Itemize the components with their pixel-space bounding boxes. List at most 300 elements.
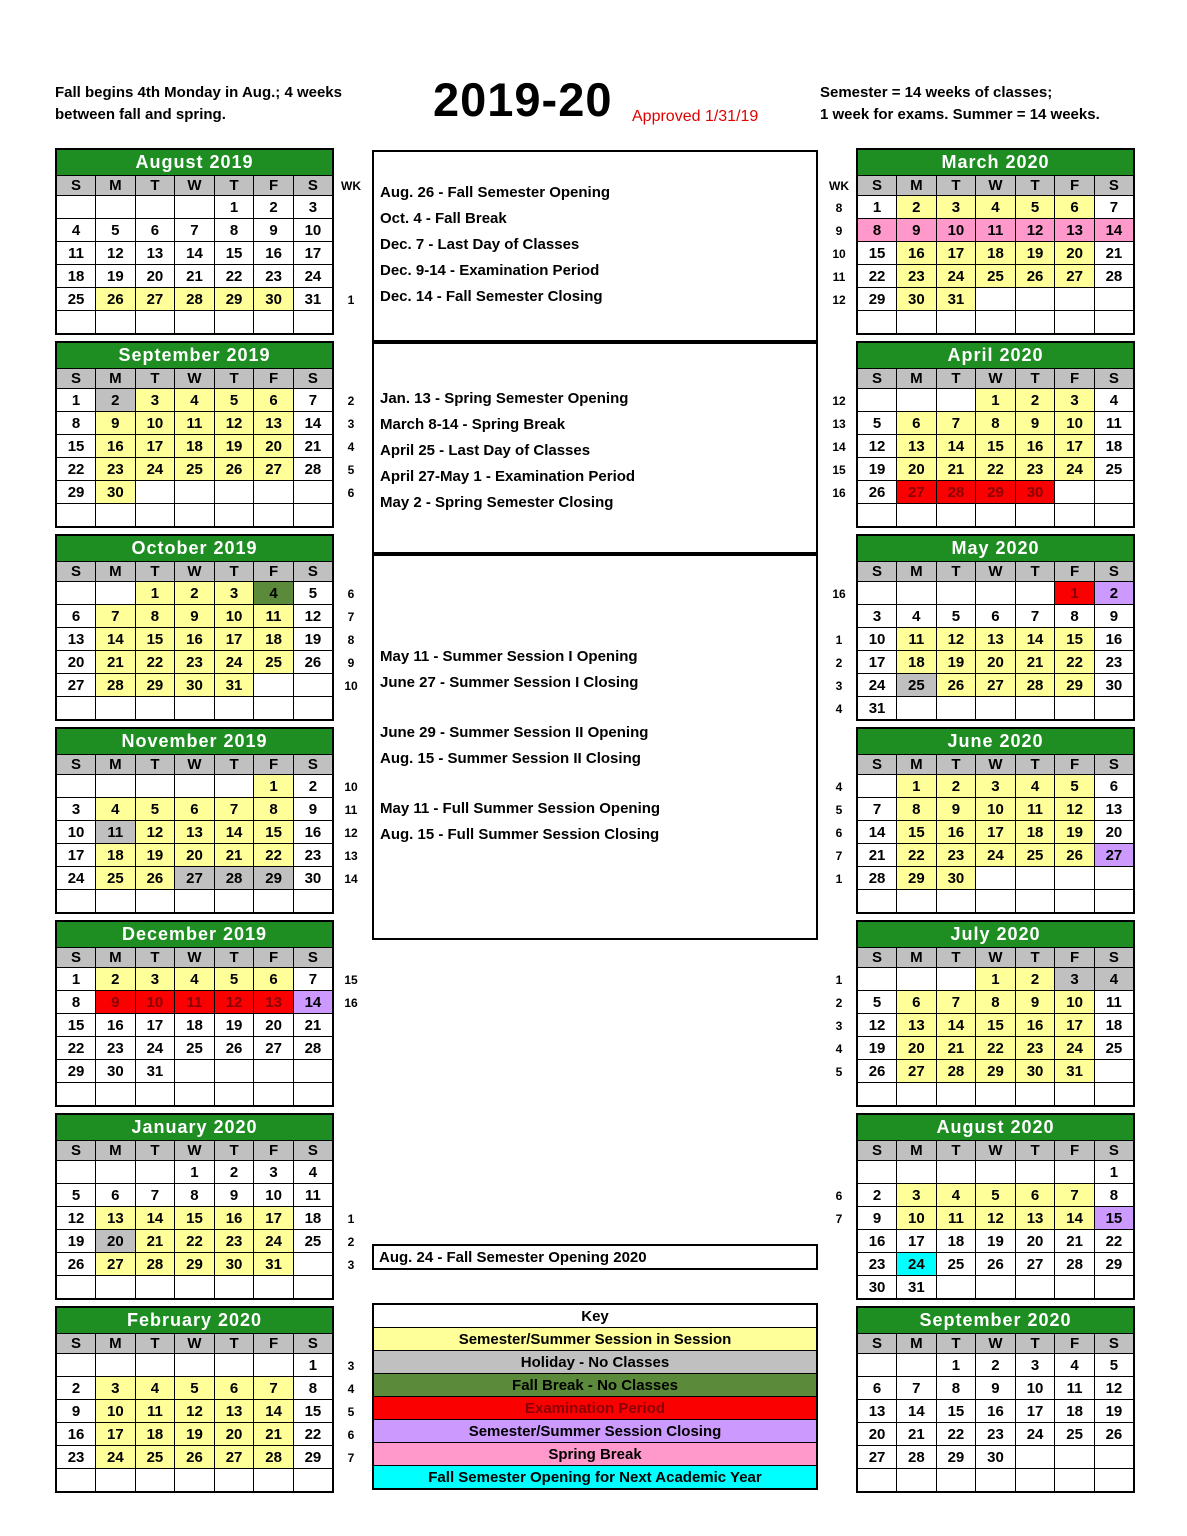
day-cell: 11 xyxy=(936,1207,976,1230)
day-cell: 30 xyxy=(214,1253,254,1276)
day-cell: 26 xyxy=(1094,1423,1134,1446)
day-cell: 27 xyxy=(254,458,294,481)
day-cell: 23 xyxy=(214,1230,254,1253)
day-cell: 2 xyxy=(1015,389,1055,412)
day-cell: 8 xyxy=(936,1377,976,1400)
day-cell: 21 xyxy=(96,651,136,674)
day-cell: 11 xyxy=(976,219,1016,242)
day-cell: 31 xyxy=(254,1253,294,1276)
day-cell xyxy=(96,1354,136,1377)
day-cell: 10 xyxy=(1015,1377,1055,1400)
day-cell: 6 xyxy=(857,1377,897,1400)
day-cell xyxy=(254,1276,294,1300)
day-of-week-header: F xyxy=(1055,1334,1095,1354)
week-number: 1 xyxy=(835,972,843,987)
wk-header-empty xyxy=(334,369,368,389)
day-cell: 10 xyxy=(96,1400,136,1423)
day-cell xyxy=(96,582,136,605)
key-item-next-year-opening-cyan: Fall Semester Opening for Next Academic Year xyxy=(374,1465,816,1488)
semester-date-note: May 2 - Spring Semester Closing xyxy=(380,494,614,511)
day-cell: 9 xyxy=(96,991,136,1014)
day-cell: 31 xyxy=(936,288,976,311)
day-cell: 27 xyxy=(897,1060,937,1083)
day-cell: 4 xyxy=(96,798,136,821)
calendar-table-september-2020 xyxy=(856,1306,1135,1493)
day-cell: 13 xyxy=(175,821,215,844)
day-cell xyxy=(1015,697,1055,721)
day-cell: 22 xyxy=(936,1423,976,1446)
day-of-week-header: M xyxy=(96,948,136,968)
day-cell: 1 xyxy=(1055,582,1095,605)
day-cell: 1 xyxy=(175,1161,215,1184)
day-cell: 24 xyxy=(1015,1423,1055,1446)
day-cell xyxy=(897,697,937,721)
week-number: 9 xyxy=(347,655,355,670)
day-cell xyxy=(1094,504,1134,528)
day-cell: 24 xyxy=(857,674,897,697)
day-of-week-header: W xyxy=(976,176,1016,196)
day-cell: 20 xyxy=(897,458,937,481)
week-number-column xyxy=(334,148,368,335)
day-cell xyxy=(1015,582,1055,605)
week-number-column xyxy=(822,1113,856,1300)
key-item-spring-break-pink: Spring Break xyxy=(374,1442,816,1465)
semester-date-note: April 25 - Last Day of Classes xyxy=(380,442,591,459)
day-of-week-header: M xyxy=(96,562,136,582)
fall-2020-opening-note: Aug. 24 - Fall Semester Opening 2020 xyxy=(379,1248,647,1266)
day-cell xyxy=(214,481,254,504)
day-cell: 13 xyxy=(135,242,175,265)
semester-date-note: Aug. 15 - Full Summer Session Closing xyxy=(380,826,660,843)
day-cell: 10 xyxy=(1055,991,1095,1014)
day-cell: 24 xyxy=(976,844,1016,867)
day-cell xyxy=(976,1161,1016,1184)
week-number: 4 xyxy=(347,439,355,454)
month-title: August 2019 xyxy=(56,149,333,176)
week-number xyxy=(334,1276,368,1299)
day-cell: 13 xyxy=(857,1400,897,1423)
header-note-left xyxy=(55,82,342,126)
week-number xyxy=(334,242,368,265)
day-cell: 1 xyxy=(56,389,96,412)
day-cell xyxy=(214,311,254,335)
day-cell: 28 xyxy=(293,1037,333,1060)
day-cell: 2 xyxy=(897,196,937,219)
day-of-week-header: S xyxy=(1094,1334,1134,1354)
day-cell: 20 xyxy=(214,1423,254,1446)
day-cell: 19 xyxy=(1015,242,1055,265)
semester-date-note: Jan. 13 - Spring Semester Opening xyxy=(380,390,629,407)
day-of-week-header: S xyxy=(56,369,96,389)
day-cell xyxy=(214,1276,254,1300)
summer-dates-box xyxy=(372,554,818,940)
day-cell: 9 xyxy=(1015,412,1055,435)
day-of-week-header: T xyxy=(135,369,175,389)
day-cell: 19 xyxy=(857,1037,897,1060)
day-cell: 11 xyxy=(1094,991,1134,1014)
day-cell xyxy=(135,697,175,721)
day-cell xyxy=(293,504,333,528)
day-cell xyxy=(936,582,976,605)
day-cell: 15 xyxy=(1055,628,1095,651)
day-cell: 15 xyxy=(175,1207,215,1230)
day-cell xyxy=(936,1161,976,1184)
day-cell: 29 xyxy=(936,1446,976,1469)
day-cell xyxy=(293,1469,333,1493)
day-of-week-header: S xyxy=(1094,1141,1134,1161)
day-cell: 13 xyxy=(897,435,937,458)
week-number xyxy=(822,1377,856,1400)
month-title: March 2020 xyxy=(857,149,1134,176)
semester-date-note: May 11 - Full Summer Session Opening xyxy=(380,800,661,817)
day-cell xyxy=(175,1276,215,1300)
day-cell: 11 xyxy=(1015,798,1055,821)
day-cell: 9 xyxy=(96,412,136,435)
week-number xyxy=(822,1469,856,1492)
day-cell xyxy=(1055,1083,1095,1107)
day-of-week-header: F xyxy=(1055,1141,1095,1161)
wk-label: WK xyxy=(829,179,849,193)
day-cell: 10 xyxy=(936,219,976,242)
day-cell: 12 xyxy=(1015,219,1055,242)
day-cell: 26 xyxy=(214,1037,254,1060)
day-cell: 27 xyxy=(1015,1253,1055,1276)
day-cell: 27 xyxy=(96,1253,136,1276)
day-cell xyxy=(254,311,294,335)
day-cell xyxy=(976,697,1016,721)
day-cell: 1 xyxy=(936,1354,976,1377)
day-cell: 7 xyxy=(1015,605,1055,628)
wk-header-empty xyxy=(822,948,856,968)
day-cell xyxy=(1094,697,1134,721)
calendar-table-july-2020 xyxy=(856,920,1135,1107)
week-number: 6 xyxy=(835,1188,843,1203)
day-cell xyxy=(175,481,215,504)
day-cell: 3 xyxy=(254,1161,294,1184)
day-cell: 1 xyxy=(254,775,294,798)
day-cell: 3 xyxy=(857,605,897,628)
week-number xyxy=(334,1037,368,1060)
day-cell: 14 xyxy=(96,628,136,651)
day-of-week-header: M xyxy=(96,1334,136,1354)
day-cell: 11 xyxy=(56,242,96,265)
day-cell: 21 xyxy=(214,844,254,867)
day-cell: 12 xyxy=(1094,1377,1134,1400)
day-cell: 24 xyxy=(56,867,96,890)
day-cell: 25 xyxy=(1015,844,1055,867)
fall-2020-opening-box xyxy=(372,1244,818,1270)
day-cell: 18 xyxy=(1055,1400,1095,1423)
day-cell: 10 xyxy=(214,605,254,628)
day-cell: 8 xyxy=(175,1184,215,1207)
day-cell: 6 xyxy=(1094,775,1134,798)
day-cell: 17 xyxy=(214,628,254,651)
day-of-week-header: M xyxy=(897,948,937,968)
day-cell: 25 xyxy=(976,265,1016,288)
day-of-week-header: T xyxy=(1015,176,1055,196)
day-cell xyxy=(96,1083,136,1107)
day-of-week-header: W xyxy=(976,1141,1016,1161)
day-cell: 7 xyxy=(175,219,215,242)
week-number: 1 xyxy=(835,632,843,647)
month-title: August 2020 xyxy=(857,1114,1134,1141)
day-cell xyxy=(1015,1161,1055,1184)
day-cell: 25 xyxy=(135,1446,175,1469)
week-number: 2 xyxy=(835,995,843,1010)
day-cell: 10 xyxy=(135,412,175,435)
day-cell xyxy=(135,504,175,528)
day-cell xyxy=(1015,890,1055,914)
day-cell: 10 xyxy=(254,1184,294,1207)
day-cell: 1 xyxy=(897,775,937,798)
day-of-week-header: S xyxy=(857,1334,897,1354)
day-cell: 1 xyxy=(1094,1161,1134,1184)
day-cell: 30 xyxy=(96,1060,136,1083)
day-cell: 6 xyxy=(1055,196,1095,219)
day-cell xyxy=(254,890,294,914)
day-cell: 26 xyxy=(936,674,976,697)
day-cell: 18 xyxy=(936,1230,976,1253)
day-cell: 5 xyxy=(56,1184,96,1207)
day-cell: 14 xyxy=(1094,219,1134,242)
day-cell: 25 xyxy=(1094,1037,1134,1060)
day-cell: 4 xyxy=(56,219,96,242)
day-cell: 23 xyxy=(96,1037,136,1060)
day-of-week-header: S xyxy=(857,176,897,196)
day-of-week-header: T xyxy=(214,1334,254,1354)
day-cell: 7 xyxy=(857,798,897,821)
day-cell xyxy=(1015,311,1055,335)
day-cell xyxy=(175,890,215,914)
wk-header-empty xyxy=(334,755,368,775)
day-cell: 22 xyxy=(976,1037,1016,1060)
day-cell: 5 xyxy=(293,582,333,605)
day-cell xyxy=(976,504,1016,528)
day-of-week-header: T xyxy=(936,948,976,968)
day-cell: 9 xyxy=(56,1400,96,1423)
day-cell: 23 xyxy=(254,265,294,288)
week-number: 12 xyxy=(832,393,846,408)
day-cell: 22 xyxy=(976,458,1016,481)
day-cell: 5 xyxy=(135,798,175,821)
day-cell xyxy=(976,1083,1016,1107)
day-cell: 21 xyxy=(936,1037,976,1060)
calendar-table-january-2020 xyxy=(55,1113,334,1300)
day-of-week-header: T xyxy=(135,1334,175,1354)
day-cell: 22 xyxy=(293,1423,333,1446)
day-of-week-header: M xyxy=(96,369,136,389)
day-cell: 5 xyxy=(1015,196,1055,219)
day-cell: 10 xyxy=(1055,412,1095,435)
week-number xyxy=(334,890,368,913)
key-item-closing-purple: Semester/Summer Session Closing xyxy=(374,1419,816,1442)
day-cell: 13 xyxy=(96,1207,136,1230)
week-number xyxy=(334,1184,368,1207)
wk-header-empty xyxy=(822,1334,856,1354)
day-cell xyxy=(175,504,215,528)
day-cell: 29 xyxy=(175,1253,215,1276)
day-cell: 30 xyxy=(976,1446,1016,1469)
day-cell: 7 xyxy=(936,991,976,1014)
day-of-week-header: F xyxy=(1055,369,1095,389)
day-cell xyxy=(135,1276,175,1300)
day-cell: 17 xyxy=(254,1207,294,1230)
day-cell: 29 xyxy=(56,481,96,504)
week-number: 1 xyxy=(347,1211,355,1226)
day-cell: 24 xyxy=(293,265,333,288)
day-of-week-header: T xyxy=(1015,562,1055,582)
day-cell: 12 xyxy=(214,991,254,1014)
day-cell: 31 xyxy=(135,1060,175,1083)
day-cell xyxy=(214,1060,254,1083)
day-cell: 20 xyxy=(1094,821,1134,844)
header-note-right-line1: Semester = 14 weeks of classes; xyxy=(820,84,1053,101)
day-cell: 30 xyxy=(293,867,333,890)
day-cell: 20 xyxy=(1015,1230,1055,1253)
day-cell: 16 xyxy=(293,821,333,844)
day-cell: 8 xyxy=(56,412,96,435)
day-cell: 23 xyxy=(936,844,976,867)
day-cell: 15 xyxy=(857,242,897,265)
day-cell xyxy=(936,504,976,528)
day-cell: 24 xyxy=(214,651,254,674)
day-cell: 6 xyxy=(135,219,175,242)
week-number: 6 xyxy=(347,1427,355,1442)
semester-date-note: June 29 - Summer Session II Opening xyxy=(380,724,649,741)
semester-date-note: April 27-May 1 - Examination Period xyxy=(380,468,636,485)
calendar-table-december-2019 xyxy=(55,920,334,1107)
key-title: Key xyxy=(581,1307,609,1325)
week-number: 8 xyxy=(347,632,355,647)
day-cell: 12 xyxy=(135,821,175,844)
day-cell: 20 xyxy=(254,1014,294,1037)
day-cell xyxy=(175,196,215,219)
day-cell: 5 xyxy=(976,1184,1016,1207)
week-number-column xyxy=(822,534,856,721)
day-cell: 26 xyxy=(857,481,897,504)
day-cell: 4 xyxy=(897,605,937,628)
month-january-2020 xyxy=(55,1113,368,1300)
day-cell xyxy=(96,890,136,914)
day-cell: 21 xyxy=(857,844,897,867)
day-cell: 14 xyxy=(936,435,976,458)
day-cell xyxy=(254,504,294,528)
week-number xyxy=(822,1446,856,1469)
day-cell xyxy=(857,311,897,335)
day-of-week-header: S xyxy=(293,755,333,775)
day-cell xyxy=(254,1469,294,1493)
day-cell: 6 xyxy=(175,798,215,821)
day-cell: 20 xyxy=(175,844,215,867)
day-cell xyxy=(1094,288,1134,311)
week-number: 4 xyxy=(835,779,843,794)
day-cell xyxy=(857,1469,897,1493)
day-of-week-header: T xyxy=(1015,1334,1055,1354)
day-cell: 14 xyxy=(293,991,333,1014)
day-cell: 8 xyxy=(293,1377,333,1400)
day-cell: 1 xyxy=(976,968,1016,991)
week-number-column xyxy=(822,727,856,914)
day-cell xyxy=(96,1161,136,1184)
day-cell: 5 xyxy=(96,219,136,242)
week-number xyxy=(822,1253,856,1276)
week-number-column xyxy=(822,1306,856,1493)
day-cell: 12 xyxy=(293,605,333,628)
day-cell: 9 xyxy=(293,798,333,821)
day-cell xyxy=(936,697,976,721)
day-cell: 21 xyxy=(293,435,333,458)
day-cell xyxy=(175,1354,215,1377)
semester-date-note: Dec. 14 - Fall Semester Closing xyxy=(380,288,603,305)
semester-date-note: Dec. 9-14 - Examination Period xyxy=(380,262,600,279)
day-cell: 31 xyxy=(1055,1060,1095,1083)
day-cell: 10 xyxy=(976,798,1016,821)
day-cell xyxy=(293,890,333,914)
day-cell: 18 xyxy=(897,651,937,674)
day-cell xyxy=(857,389,897,412)
day-of-week-header: M xyxy=(96,1141,136,1161)
week-number-column xyxy=(334,920,368,1107)
day-cell xyxy=(1094,1469,1134,1493)
day-cell: 3 xyxy=(135,968,175,991)
semester-date-note: Oct. 4 - Fall Break xyxy=(380,210,507,227)
day-cell: 7 xyxy=(1094,196,1134,219)
day-cell: 13 xyxy=(1094,798,1134,821)
day-cell: 28 xyxy=(1015,674,1055,697)
day-cell: 28 xyxy=(857,867,897,890)
week-number: 7 xyxy=(347,1450,355,1465)
day-of-week-header: T xyxy=(936,369,976,389)
day-cell: 19 xyxy=(135,844,175,867)
day-cell: 3 xyxy=(936,196,976,219)
day-cell xyxy=(1094,1060,1134,1083)
day-cell: 7 xyxy=(897,1377,937,1400)
day-cell xyxy=(135,1469,175,1493)
day-cell: 16 xyxy=(1015,1014,1055,1037)
day-cell: 25 xyxy=(293,1230,333,1253)
day-cell: 2 xyxy=(96,968,136,991)
day-cell: 12 xyxy=(976,1207,1016,1230)
day-of-week-header: S xyxy=(857,755,897,775)
month-august-2020 xyxy=(822,1113,1135,1300)
day-cell: 27 xyxy=(56,674,96,697)
day-cell: 25 xyxy=(56,288,96,311)
day-cell: 22 xyxy=(56,458,96,481)
week-number: 7 xyxy=(347,609,355,624)
day-cell: 19 xyxy=(175,1423,215,1446)
day-of-week-header: F xyxy=(254,1334,294,1354)
week-number: 9 xyxy=(835,223,843,238)
week-number: 13 xyxy=(832,416,846,431)
day-cell: 16 xyxy=(214,1207,254,1230)
day-cell: 29 xyxy=(976,1060,1016,1083)
day-cell xyxy=(214,775,254,798)
day-cell: 17 xyxy=(1015,1400,1055,1423)
day-cell: 15 xyxy=(254,821,294,844)
day-cell xyxy=(254,1354,294,1377)
week-number: 12 xyxy=(344,825,358,840)
day-cell: 14 xyxy=(214,821,254,844)
day-of-week-header: W xyxy=(175,1141,215,1161)
month-title: May 2020 xyxy=(857,535,1134,562)
day-cell xyxy=(976,890,1016,914)
day-cell: 7 xyxy=(214,798,254,821)
day-cell xyxy=(214,1354,254,1377)
day-of-week-header: F xyxy=(254,1141,294,1161)
day-cell xyxy=(293,697,333,721)
day-cell: 15 xyxy=(214,242,254,265)
day-cell xyxy=(857,1354,897,1377)
